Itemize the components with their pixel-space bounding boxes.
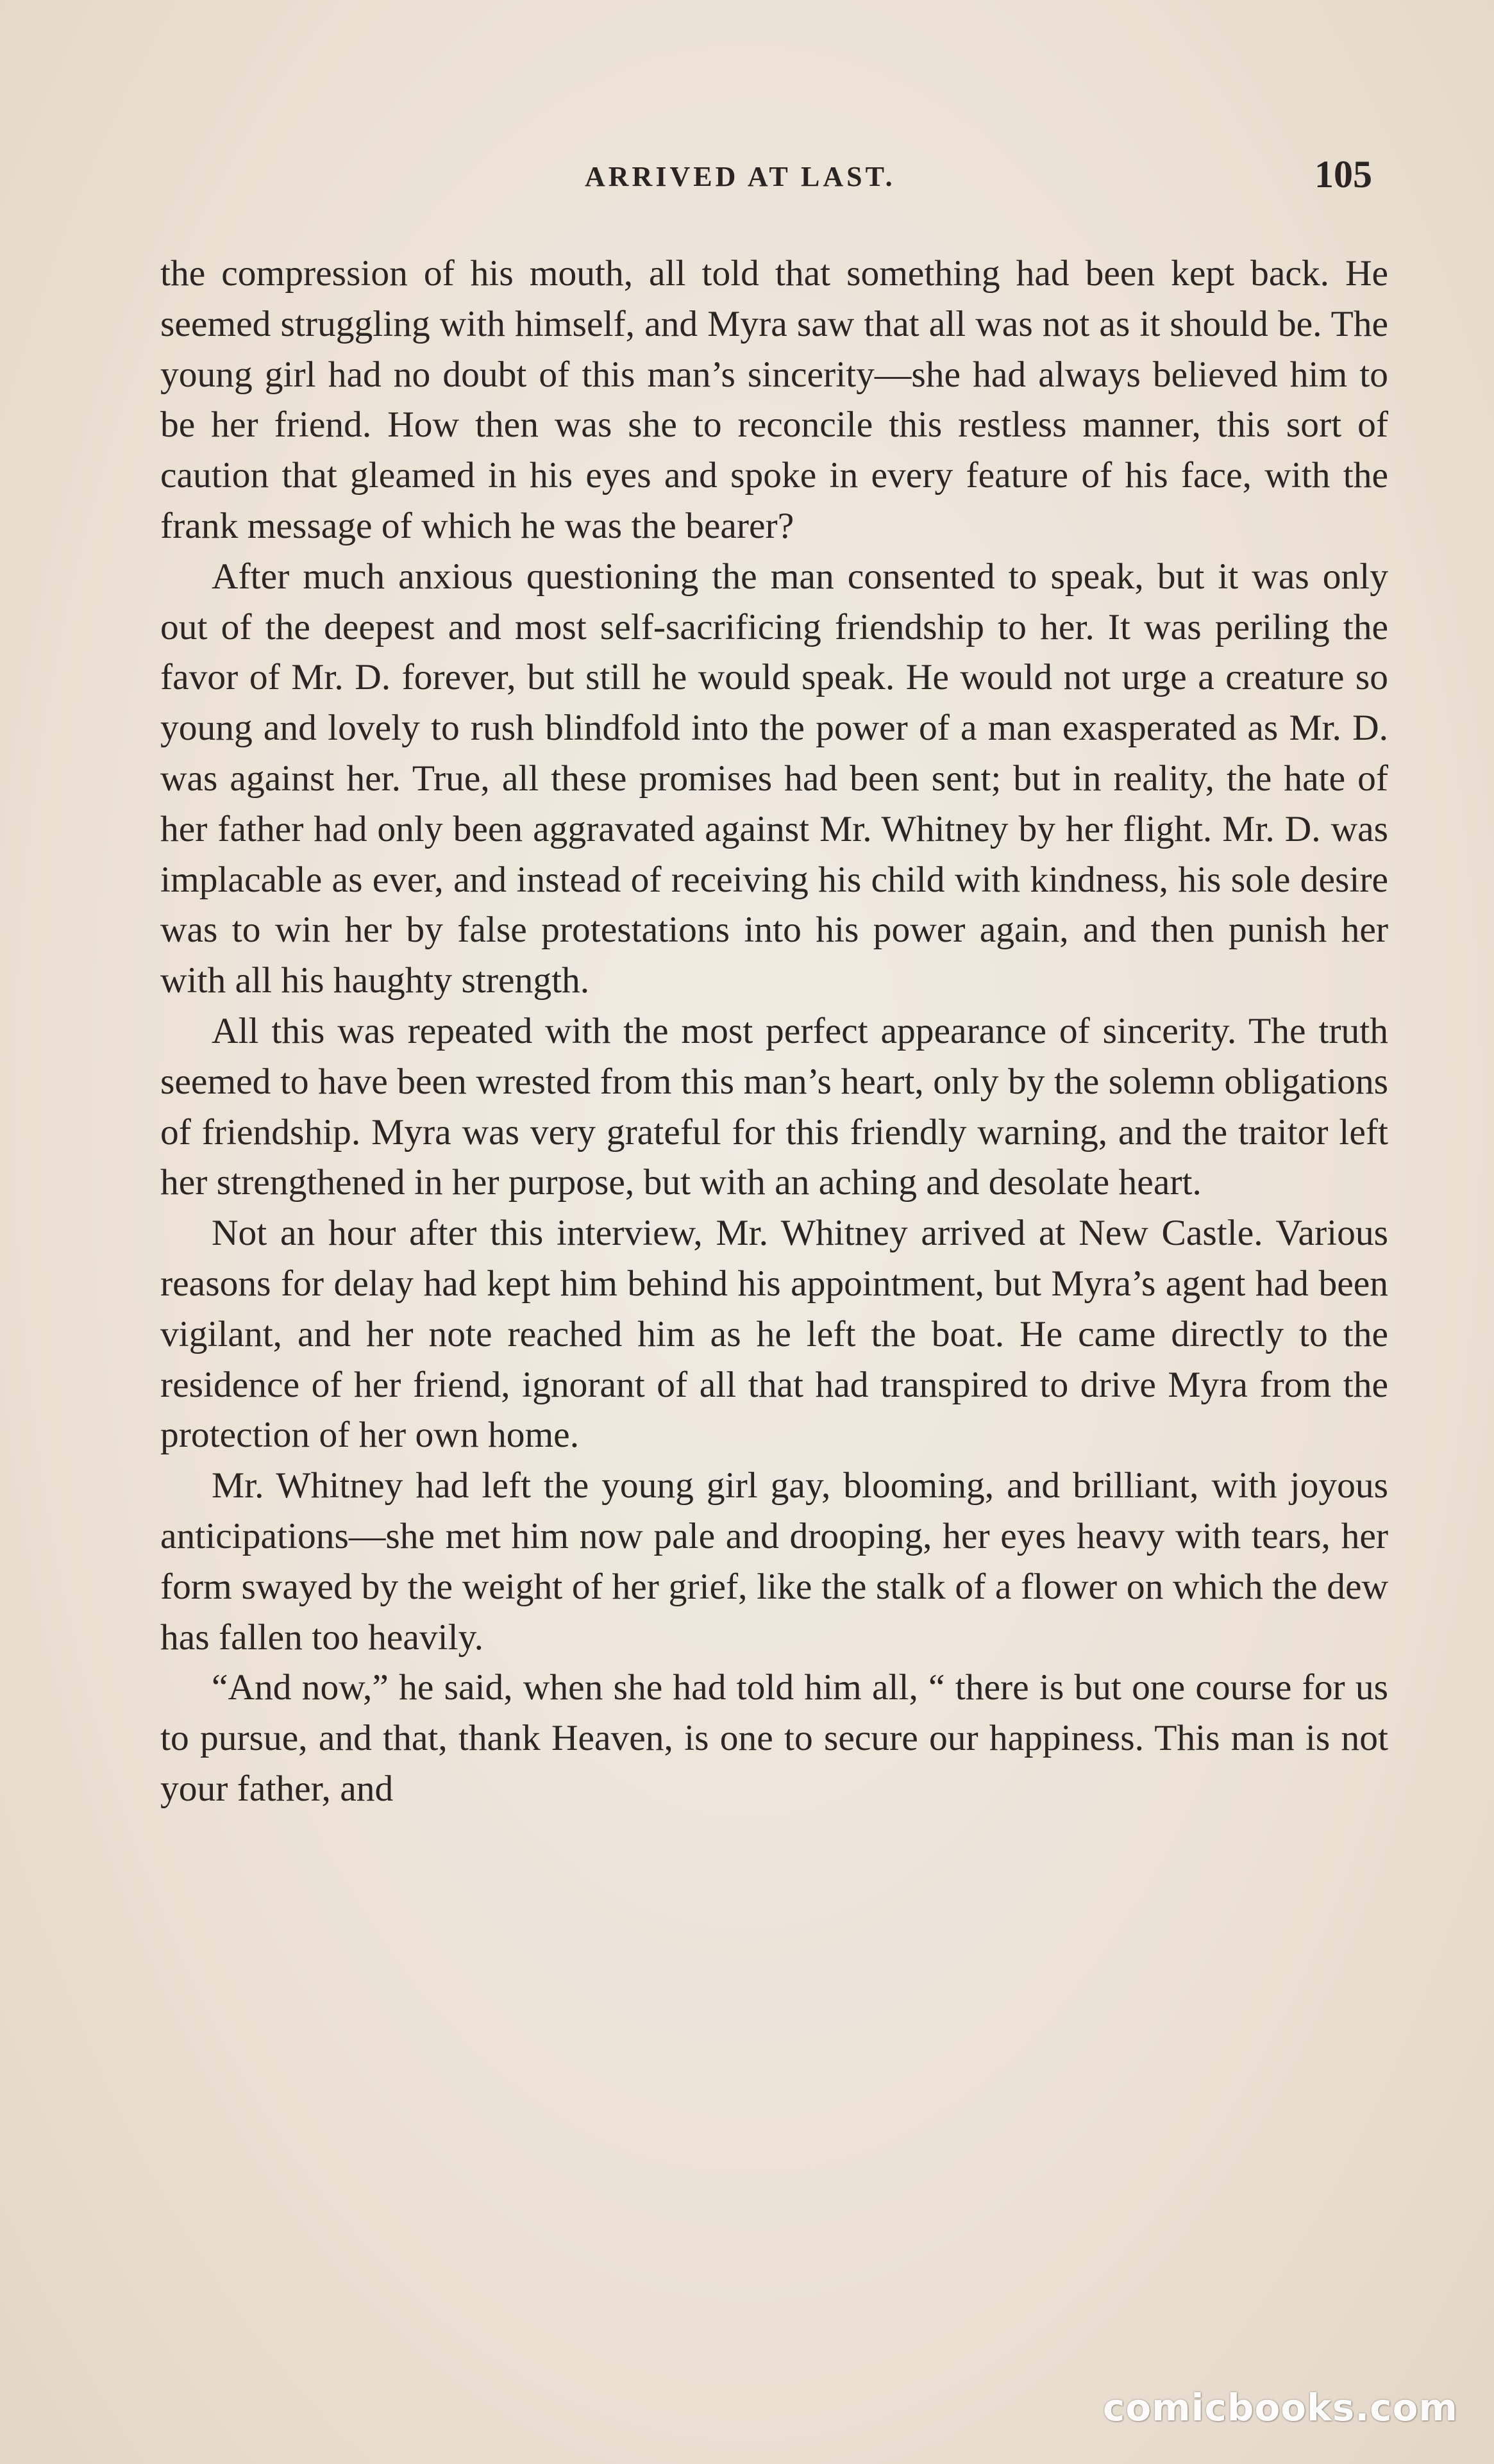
page-number: 105 (1314, 153, 1372, 196)
paragraph: After much anxious questioning the man consented to speak, but it was only out of the deepest and most self-sacrificing friendship to her. It was periling the favor of Mr. D. forever, but still he would speak. He would not urge a creature so young and lovely to rush blindfold into the power of a man exasperated as Mr. D. was against her. True, all these promises had been sent; but in reality, the hate of her father had only been aggravated against Mr. Whitney by her flight. Mr. D. was implacable as ever, and instead of receiving his child with kindness, his sole desire was to win her by false protestations into his power again, and then punish her with all his haughty strength. (160, 556, 1388, 1001)
body-text (160, 249, 1388, 1815)
paragraph: Not an hour after this interview, Mr. Whitney arrived at New Castle. Various reasons for delay had kept him behind his appointment, but Myra’s agent had been vigilant, and her note reached him as he left the boat. He came directly to the residence of her friend, ignorant of all that had transpired to drive Myra from the protection of her own home. (160, 1213, 1388, 1456)
chapter-title: ARRIVED AT LAST. (585, 161, 896, 192)
paragraph: “And now,” he said, when she had told him all, “ there is but one course for us to pursue, and that, thank Heaven, is one to secure our happiness. This man is not your father, and (160, 1667, 1388, 1809)
paragraph: All this was repeated with the most perfect appearance of sincerity. The truth seemed to have been wrested from this man’s heart, only by the solemn obligations of friendship. Myra was very grateful for this friendly warning, and the traitor left her strengthened in her purpose, but with an aching and desolate heart. (160, 1010, 1388, 1203)
paragraph: Mr. Whitney had left the young girl gay, blooming, and brilliant, with joyous anticipations—she met him now pale and drooping, her eyes heavy with tears, her form swayed by the weight of her grief, like the stalk of a flower on which the dew has fallen too heavily. (160, 1465, 1388, 1658)
running-head (0, 153, 1494, 204)
paragraph: the compression of his mouth, all told that something had been kept back. He seemed struggling with himself, and Myra saw that all was not as it should be. The young girl had no doubt of this man’s sincerity—she had always believed him to be her friend. How then was she to reconcile this restless manner, this sort of caution that gleamed in his eyes and spoke in every feature of his face, with the frank message of which he was the bearer? (160, 253, 1388, 546)
watermark: comicbooks.com (1103, 2386, 1458, 2429)
